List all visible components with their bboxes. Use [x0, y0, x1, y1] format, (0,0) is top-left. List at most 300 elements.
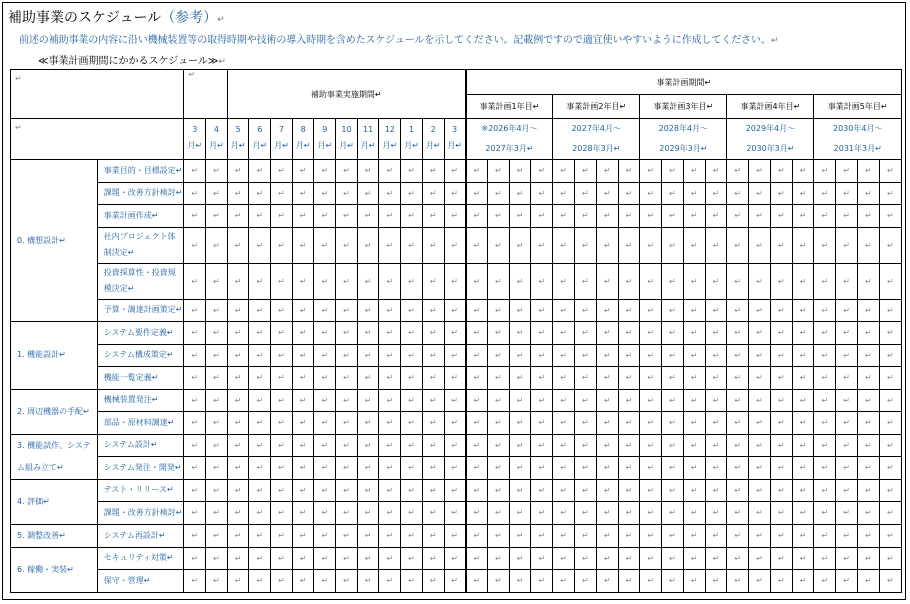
schedule-cell: ↵: [357, 547, 379, 570]
task-cell: 課題・改善方針検討↵: [97, 502, 184, 525]
schedule-cell: ↵: [727, 434, 749, 457]
schedule-cell: ↵: [575, 570, 597, 593]
schedule-cell: ↵: [487, 457, 509, 480]
schedule-cell: ↵: [227, 412, 249, 435]
schedule-cell: ↵: [487, 160, 509, 183]
schedule-cell: ↵: [379, 570, 401, 593]
schedule-cell: ↵: [705, 227, 727, 263]
schedule-cell: ↵: [401, 389, 423, 412]
schedule-cell: ↵: [531, 547, 553, 570]
schedule-cell: ↵: [314, 182, 336, 205]
schedule-cell: ↵: [705, 412, 727, 435]
task-row: [11, 182, 902, 205]
schedule-cell: ↵: [792, 263, 814, 299]
schedule-cell: ↵: [836, 205, 858, 228]
schedule-cell: ↵: [487, 263, 509, 299]
schedule-cell: ↵: [683, 299, 705, 322]
schedule-cell: ↵: [271, 299, 293, 322]
schedule-cell: ↵: [836, 160, 858, 183]
task-row: [11, 322, 902, 345]
year-range-to: 2030年3月↵: [746, 144, 795, 153]
schedule-cell: ↵: [401, 479, 423, 502]
schedule-cell: ↵: [401, 570, 423, 593]
schedule-cell: ↵: [357, 524, 379, 547]
schedule-cell: ↵: [553, 479, 575, 502]
schedule-cell: ↵: [814, 322, 836, 345]
schedule-cell: ↵: [749, 367, 771, 390]
schedule-cell: ↵: [466, 227, 488, 263]
schedule-cell: ↵: [727, 570, 749, 593]
schedule-cell: ↵: [509, 547, 531, 570]
schedule-cell: ↵: [401, 322, 423, 345]
impl-month-cell: [401, 119, 423, 160]
month-unit: 月↵: [274, 141, 289, 150]
schedule-cell: ↵: [814, 412, 836, 435]
category-cell: 0. 構想設計↵: [11, 160, 98, 322]
schedule-cell: ↵: [575, 412, 597, 435]
schedule-cell: ↵: [553, 434, 575, 457]
schedule-cell: ↵: [379, 322, 401, 345]
schedule-cell: ↵: [749, 263, 771, 299]
schedule-cell: ↵: [401, 299, 423, 322]
schedule-cell: ↵: [662, 412, 684, 435]
schedule-cell: ↵: [836, 299, 858, 322]
schedule-cell: ↵: [857, 570, 879, 593]
schedule-cell: ↵: [836, 502, 858, 525]
schedule-cell: ↵: [857, 457, 879, 480]
schedule-cell: ↵: [336, 263, 358, 299]
schedule-cell: ↵: [184, 412, 206, 435]
task-row: [11, 160, 902, 183]
schedule-cell: ↵: [271, 434, 293, 457]
schedule-cell: ↵: [640, 299, 662, 322]
schedule-cell: ↵: [379, 524, 401, 547]
schedule-cell: ↵: [618, 182, 640, 205]
schedule-cell: ↵: [879, 547, 901, 570]
schedule-cell: ↵: [553, 502, 575, 525]
schedule-cell: ↵: [379, 263, 401, 299]
schedule-cell: ↵: [422, 502, 444, 525]
schedule-cell: ↵: [683, 322, 705, 345]
schedule-cell: ↵: [444, 344, 466, 367]
schedule-cell: ↵: [249, 205, 271, 228]
month-number: 1: [408, 125, 415, 134]
schedule-cell: ↵: [879, 160, 901, 183]
schedule-cell: ↵: [749, 434, 771, 457]
schedule-cell: ↵: [249, 182, 271, 205]
schedule-cell: ↵: [857, 182, 879, 205]
schedule-cell: ↵: [553, 457, 575, 480]
schedule-cell: ↵: [836, 344, 858, 367]
schedule-cell: ↵: [553, 524, 575, 547]
schedule-cell: ↵: [770, 322, 792, 345]
schedule-cell: ↵: [836, 570, 858, 593]
task-cell: 部品・原材料調達↵: [97, 412, 184, 435]
schedule-cell: ↵: [314, 524, 336, 547]
schedule-cell: ↵: [531, 457, 553, 480]
schedule-cell: ↵: [683, 160, 705, 183]
category-cell: 6. 稼働・実装↵: [11, 547, 98, 592]
schedule-cell: ↵: [314, 227, 336, 263]
schedule-cell: ↵: [683, 182, 705, 205]
schedule-cell: ↵: [792, 160, 814, 183]
schedule-cell: ↵: [487, 299, 509, 322]
schedule-cell: ↵: [836, 367, 858, 390]
schedule-cell: ↵: [531, 160, 553, 183]
schedule-cell: ↵: [227, 344, 249, 367]
schedule-cell: ↵: [292, 227, 314, 263]
schedule-cell: ↵: [683, 502, 705, 525]
schedule-cell: ↵: [662, 322, 684, 345]
year-range-from: 2028年4月～: [658, 124, 709, 133]
schedule-cell: ↵: [184, 547, 206, 570]
schedule-cell: ↵: [857, 502, 879, 525]
schedule-cell: ↵: [487, 322, 509, 345]
schedule-cell: ↵: [879, 263, 901, 299]
schedule-cell: ↵: [683, 524, 705, 547]
category-cell: 1. 機能設計↵: [11, 322, 98, 390]
schedule-cell: ↵: [531, 299, 553, 322]
schedule-cell: ↵: [184, 367, 206, 390]
schedule-cell: ↵: [336, 160, 358, 183]
schedule-cell: ↵: [792, 299, 814, 322]
schedule-cell: ↵: [792, 434, 814, 457]
schedule-cell: ↵: [879, 322, 901, 345]
schedule-cell: ↵: [531, 263, 553, 299]
schedule-cell: ↵: [770, 434, 792, 457]
schedule-cell: ↵: [379, 344, 401, 367]
schedule-cell: ↵: [379, 182, 401, 205]
schedule-cell: ↵: [662, 263, 684, 299]
schedule-cell: ↵: [705, 263, 727, 299]
schedule-cell: ↵: [618, 434, 640, 457]
schedule-cell: ↵: [836, 479, 858, 502]
schedule-cell: ↵: [575, 457, 597, 480]
schedule-cell: ↵: [553, 205, 575, 228]
schedule-cell: ↵: [683, 227, 705, 263]
schedule-cell: ↵: [705, 205, 727, 228]
schedule-cell: ↵: [227, 367, 249, 390]
schedule-cell: ↵: [314, 502, 336, 525]
schedule-cell: ↵: [292, 299, 314, 322]
schedule-cell: ↵: [206, 344, 228, 367]
task-row: [11, 570, 902, 593]
schedule-cell: ↵: [444, 570, 466, 593]
schedule-cell: ↵: [749, 322, 771, 345]
schedule-cell: ↵: [466, 570, 488, 593]
schedule-cell: ↵: [401, 205, 423, 228]
month-number: 2: [430, 125, 436, 134]
schedule-cell: ↵: [271, 457, 293, 480]
schedule-cell: ↵: [531, 389, 553, 412]
schedule-cell: ↵: [271, 412, 293, 435]
schedule-cell: ↵: [292, 205, 314, 228]
schedule-cell: ↵: [792, 412, 814, 435]
schedule-cell: ↵: [836, 227, 858, 263]
schedule-cell: ↵: [444, 547, 466, 570]
schedule-cell: ↵: [509, 182, 531, 205]
schedule-cell: ↵: [249, 160, 271, 183]
plan-year-range: [553, 119, 640, 160]
schedule-cell: ↵: [836, 457, 858, 480]
schedule-cell: ↵: [206, 502, 228, 525]
schedule-cell: ↵: [401, 263, 423, 299]
schedule-cell: ↵: [836, 182, 858, 205]
month-unit: 月↵: [425, 141, 441, 150]
schedule-cell: ↵: [357, 182, 379, 205]
schedule-cell: ↵: [444, 389, 466, 412]
schedule-cell: ↵: [705, 367, 727, 390]
schedule-cell: ↵: [531, 524, 553, 547]
schedule-cell: ↵: [640, 570, 662, 593]
schedule-cell: ↵: [444, 205, 466, 228]
schedule-cell: ↵: [618, 412, 640, 435]
schedule-cell: ↵: [596, 227, 618, 263]
schedule-cell: ↵: [336, 205, 358, 228]
schedule-cell: ↵: [509, 263, 531, 299]
schedule-cell: ↵: [662, 479, 684, 502]
schedule-cell: ↵: [640, 205, 662, 228]
schedule-cell: ↵: [227, 299, 249, 322]
schedule-cell: ↵: [814, 570, 836, 593]
schedule-cell: ↵: [466, 457, 488, 480]
schedule-cell: ↵: [857, 367, 879, 390]
task-row: [11, 524, 902, 547]
schedule-cell: ↵: [857, 412, 879, 435]
schedule-cell: ↵: [618, 524, 640, 547]
month-unit: 月↵: [382, 141, 398, 150]
schedule-cell: ↵: [184, 227, 206, 263]
impl-period-header: 補助事業実施期間↵: [227, 70, 465, 119]
schedule-cell: ↵: [444, 412, 466, 435]
month-unit: 月↵: [360, 141, 376, 150]
schedule-cell: ↵: [184, 434, 206, 457]
schedule-cell: ↵: [444, 182, 466, 205]
schedule-cell: ↵: [336, 502, 358, 525]
schedule-cell: ↵: [553, 570, 575, 593]
schedule-cell: ↵: [640, 457, 662, 480]
schedule-cell: ↵: [531, 479, 553, 502]
schedule-cell: ↵: [379, 457, 401, 480]
schedule-cell: ↵: [357, 160, 379, 183]
schedule-cell: ↵: [749, 160, 771, 183]
schedule-cell: ↵: [509, 367, 531, 390]
schedule-cell: ↵: [705, 547, 727, 570]
schedule-cell: ↵: [357, 263, 379, 299]
schedule-cell: ↵: [705, 479, 727, 502]
schedule-cell: ↵: [184, 263, 206, 299]
schedule-cell: ↵: [705, 182, 727, 205]
impl-month-cell: [206, 119, 228, 160]
schedule-cell: ↵: [357, 367, 379, 390]
schedule-cell: ↵: [357, 299, 379, 322]
schedule-cell: ↵: [618, 299, 640, 322]
schedule-cell: ↵: [271, 367, 293, 390]
plan-year-range: [640, 119, 727, 160]
schedule-cell: ↵: [509, 160, 531, 183]
schedule-cell: ↵: [292, 263, 314, 299]
schedule-cell: ↵: [509, 205, 531, 228]
schedule-cell: ↵: [314, 389, 336, 412]
schedule-cell: ↵: [836, 263, 858, 299]
schedule-cell: ↵: [184, 299, 206, 322]
schedule-cell: ↵: [336, 457, 358, 480]
schedule-cell: ↵: [640, 434, 662, 457]
schedule-cell: ↵: [227, 524, 249, 547]
impl-month-cell: [227, 119, 249, 160]
schedule-cell: ↵: [444, 367, 466, 390]
schedule-cell: ↵: [227, 570, 249, 593]
schedule-cell: ↵: [206, 299, 228, 322]
schedule-cell: ↵: [662, 367, 684, 390]
task-row: [11, 412, 902, 435]
schedule-cell: ↵: [596, 367, 618, 390]
schedule-cell: ↵: [357, 344, 379, 367]
schedule-cell: ↵: [640, 344, 662, 367]
impl-month-cell: [379, 119, 401, 160]
schedule-cell: ↵: [683, 367, 705, 390]
instruction-text: 前述の補助事業の内容に沿い機械装置等の取得時期や技術の導入時期を含めたスケジュールを示してください。記載例ですので適宜使いやすいように作成してください。↵: [19, 35, 779, 46]
schedule-cell: ↵: [662, 182, 684, 205]
schedule-cell: ↵: [249, 227, 271, 263]
schedule-cell: ↵: [683, 570, 705, 593]
schedule-cell: ↵: [836, 412, 858, 435]
schedule-cell: ↵: [206, 570, 228, 593]
schedule-cell: ↵: [487, 182, 509, 205]
schedule-cell: ↵: [749, 524, 771, 547]
schedule-cell: ↵: [401, 160, 423, 183]
schedule-cell: ↵: [466, 160, 488, 183]
schedule-cell: ↵: [792, 322, 814, 345]
schedule-cell: ↵: [857, 227, 879, 263]
schedule-cell: ↵: [466, 182, 488, 205]
schedule-cell: ↵: [662, 547, 684, 570]
schedule-cell: ↵: [422, 457, 444, 480]
schedule-cell: ↵: [596, 524, 618, 547]
schedule-cell: ↵: [509, 479, 531, 502]
schedule-cell: ↵: [749, 344, 771, 367]
schedule-cell: ↵: [879, 479, 901, 502]
schedule-cell: ↵: [553, 182, 575, 205]
schedule-cell: ↵: [336, 182, 358, 205]
schedule-cell: ↵: [857, 344, 879, 367]
schedule-cell: ↵: [618, 263, 640, 299]
task-row: [11, 367, 902, 390]
schedule-cell: ↵: [575, 502, 597, 525]
schedule-cell: ↵: [683, 344, 705, 367]
schedule-cell: ↵: [683, 547, 705, 570]
schedule-cell: ↵: [314, 205, 336, 228]
schedule-cell: ↵: [727, 367, 749, 390]
schedule-cell: ↵: [271, 570, 293, 593]
schedule-cell: ↵: [749, 389, 771, 412]
schedule-cell: ↵: [727, 299, 749, 322]
schedule-cell: ↵: [466, 299, 488, 322]
plan-period-header: 事業計画期間↵: [466, 70, 902, 95]
impl-month-cell: [336, 119, 358, 160]
schedule-cell: ↵: [749, 457, 771, 480]
schedule-cell: ↵: [857, 263, 879, 299]
schedule-cell: ↵: [640, 502, 662, 525]
schedule-cell: ↵: [879, 434, 901, 457]
schedule-cell: ↵: [379, 479, 401, 502]
header-row-3: [11, 119, 902, 160]
page-title: 補助事業のスケジュール（参考）↵: [8, 10, 225, 26]
schedule-cell: ↵: [444, 299, 466, 322]
schedule-cell: ↵: [814, 389, 836, 412]
schedule-cell: ↵: [249, 502, 271, 525]
schedule-cell: ↵: [596, 160, 618, 183]
year-range-from: ※2026年4月～: [481, 124, 538, 133]
schedule-cell: ↵: [770, 479, 792, 502]
schedule-cell: ↵: [422, 322, 444, 345]
schedule-cell: ↵: [422, 547, 444, 570]
schedule-cell: ↵: [857, 322, 879, 345]
schedule-cell: ↵: [401, 344, 423, 367]
schedule-cell: ↵: [575, 547, 597, 570]
schedule-cell: ↵: [749, 182, 771, 205]
schedule-cell: ↵: [575, 263, 597, 299]
schedule-cell: ↵: [596, 299, 618, 322]
schedule-cell: ↵: [727, 547, 749, 570]
schedule-cell: ↵: [509, 389, 531, 412]
schedule-cell: ↵: [879, 182, 901, 205]
schedule-cell: ↵: [553, 322, 575, 345]
schedule-cell: ↵: [640, 479, 662, 502]
schedule-cell: ↵: [553, 344, 575, 367]
schedule-cell: ↵: [379, 299, 401, 322]
schedule-cell: ↵: [531, 367, 553, 390]
schedule-cell: ↵: [596, 344, 618, 367]
schedule-cell: ↵: [596, 412, 618, 435]
schedule-cell: ↵: [271, 160, 293, 183]
schedule-cell: ↵: [662, 389, 684, 412]
schedule-cell: ↵: [640, 227, 662, 263]
schedule-cell: ↵: [814, 263, 836, 299]
schedule-cell: ↵: [206, 205, 228, 228]
schedule-cell: ↵: [531, 322, 553, 345]
schedule-cell: ↵: [770, 457, 792, 480]
schedule-cell: ↵: [487, 547, 509, 570]
schedule-cell: ↵: [422, 524, 444, 547]
schedule-cell: ↵: [509, 344, 531, 367]
schedule-cell: ↵: [770, 570, 792, 593]
schedule-cell: ↵: [531, 434, 553, 457]
schedule-cell: ↵: [618, 322, 640, 345]
schedule-cell: ↵: [206, 524, 228, 547]
schedule-cell: ↵: [531, 182, 553, 205]
schedule-cell: ↵: [184, 182, 206, 205]
schedule-cell: ↵: [749, 502, 771, 525]
schedule-cell: ↵: [336, 322, 358, 345]
schedule-cell: ↵: [814, 367, 836, 390]
schedule-cell: ↵: [618, 502, 640, 525]
schedule-cell: ↵: [509, 227, 531, 263]
schedule-cell: ↵: [857, 389, 879, 412]
schedule-cell: ↵: [466, 344, 488, 367]
schedule-cell: ↵: [314, 263, 336, 299]
schedule-cell: ↵: [705, 570, 727, 593]
schedule-cell: ↵: [770, 547, 792, 570]
schedule-cell: ↵: [314, 570, 336, 593]
schedule-cell: ↵: [770, 205, 792, 228]
schedule-cell: ↵: [357, 227, 379, 263]
plan-year-header: 事業計画3年目↵: [640, 95, 727, 119]
schedule-cell: ↵: [879, 205, 901, 228]
schedule-cell: ↵: [422, 570, 444, 593]
schedule-cell: ↵: [314, 434, 336, 457]
schedule-cell: ↵: [727, 227, 749, 263]
